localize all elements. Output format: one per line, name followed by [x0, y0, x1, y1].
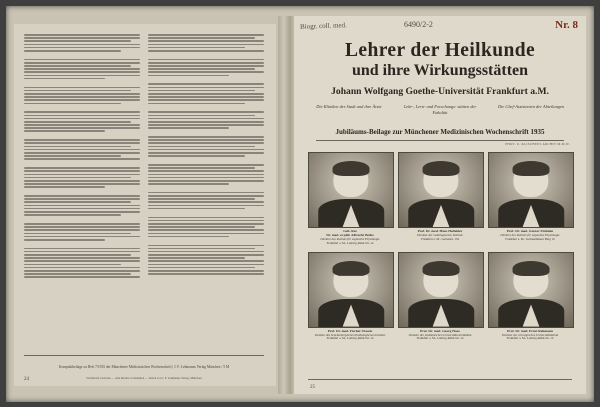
section-item-0: Die Kliniken der Stadt und ihre Ärzte	[316, 104, 382, 109]
left-page-imprint: Nachdruck verboten — Alle Rechte vorbehalten — Druck von J. F. Lehmanns Verlag, München	[86, 376, 202, 380]
annotation-top-right: Nr. 8	[555, 19, 578, 31]
left-page-text-columns	[24, 34, 264, 364]
portrait-role: Direktor des Senckenbergischen Pathologischen Instituts	[314, 332, 386, 337]
portrait-row-top	[308, 152, 572, 246]
page-subtitle-university: Johann Wolfgang Goethe-Universität Frankfurt a.M.	[331, 86, 549, 97]
left-page-rule	[24, 355, 264, 356]
portrait-detail: Frankfurt a. M., Ludwig-Rehn-Str. 14	[326, 336, 374, 341]
text-column-left	[24, 34, 140, 364]
portrait-grid	[308, 152, 572, 347]
portrait-caption	[398, 330, 482, 342]
section-list	[308, 104, 572, 116]
page-title-line1: Lehrer der Heilkunde	[344, 40, 535, 61]
portrait-detail: Frankfurt a. M., Gartenstr. 134	[421, 236, 459, 241]
portrait-name: Prof. Dr. med. Fischer-Wasels	[327, 328, 373, 333]
right-page-number: 25	[310, 385, 315, 390]
portrait-photo	[488, 252, 574, 328]
issue-subline: Jubiläums-Beilage zur Münchener Medizinischen Wochenschrift 1935	[335, 128, 545, 136]
portrait-role: Direktor der medizinischen Universitäts-Poliklinik	[408, 332, 472, 337]
portrait-role: Direktor des Instituts für vegetative Physiologie	[320, 236, 380, 241]
left-page-footer: Kompaktbeilage zu Heft 7/1935 der Münchener Medizinischen Wochenschrift | J. F. Lehmanns Verlag München / 5 M	[58, 365, 230, 369]
portrait-cell-5	[488, 252, 572, 342]
left-page	[14, 24, 276, 386]
page-title-line2: und ihre Wirkungsstätten	[351, 62, 529, 79]
portrait-caption	[308, 230, 392, 246]
portrait-name: Prof. Dr. med. Gustav Embden	[506, 229, 554, 233]
portrait-name-2: Dr. med. et phil. Albrecht Bethe	[326, 232, 374, 237]
portrait-photo	[308, 152, 394, 228]
right-page-rule	[308, 379, 572, 380]
portrait-detail: Frankfurt a. M., Ludwig-Rehn-Str. 14	[326, 240, 374, 245]
portrait-cell-3	[308, 252, 392, 342]
portrait-row-bottom	[308, 252, 572, 342]
section-item-2: Die Chef-Assistenten der Abteilungen	[498, 104, 565, 109]
left-page-number: 24	[24, 377, 29, 382]
right-page	[294, 16, 586, 394]
portrait-photo	[398, 252, 484, 328]
portrait-cell-4	[398, 252, 482, 342]
portrait-caption	[308, 330, 392, 342]
portrait-name: Prof. Dr. med. Hans Holfelder	[417, 229, 463, 233]
portrait-photo	[488, 152, 574, 228]
portrait-detail: Frankfurt a. M., Sachsenhäuser Berg 10	[505, 236, 555, 241]
portrait-cell-0	[308, 152, 392, 246]
annotation-top-left: Biogr. coll. med.	[299, 21, 347, 31]
portrait-caption	[488, 330, 572, 342]
portrait-cell-2	[488, 152, 572, 246]
portrait-photo	[308, 252, 394, 328]
document-spread	[6, 6, 594, 402]
portrait-caption	[398, 230, 482, 242]
portrait-detail: Frankfurt a. M., Ludwig-Rehn-Str. 14	[416, 336, 464, 341]
portrait-role: Direktor der chirurgischen Universitätsklinik	[501, 332, 559, 337]
portrait-caption	[488, 230, 572, 242]
annotation-top-center: 6490/2-2	[404, 20, 433, 29]
photo-credit: PHOT. U. KLISCHEES ARCHIV M.M.W.	[505, 142, 570, 146]
title-rule	[316, 140, 564, 141]
section-item-1: Lehr-, Lern- und Forschungs- stätten der Fakultät	[403, 104, 477, 115]
portrait-cell-1	[398, 152, 482, 246]
portrait-name: Prof. Dr. med. Ernst Rehmann	[507, 328, 553, 333]
portrait-role: Direktor der radiologischen Institute	[417, 232, 463, 237]
portrait-role: Direktor des Instituts für vegetative Physiologie	[500, 232, 560, 237]
text-column-right	[148, 34, 264, 364]
portrait-detail: Frankfurt a. M., Ludwig-Rehn-Str. 14	[506, 336, 554, 341]
archival-annotations	[294, 16, 586, 42]
portrait-photo	[398, 152, 484, 228]
portrait-name: Geh. Rat	[343, 229, 357, 233]
portrait-name: Prof. Dr. med. Georg Haas	[420, 328, 460, 333]
